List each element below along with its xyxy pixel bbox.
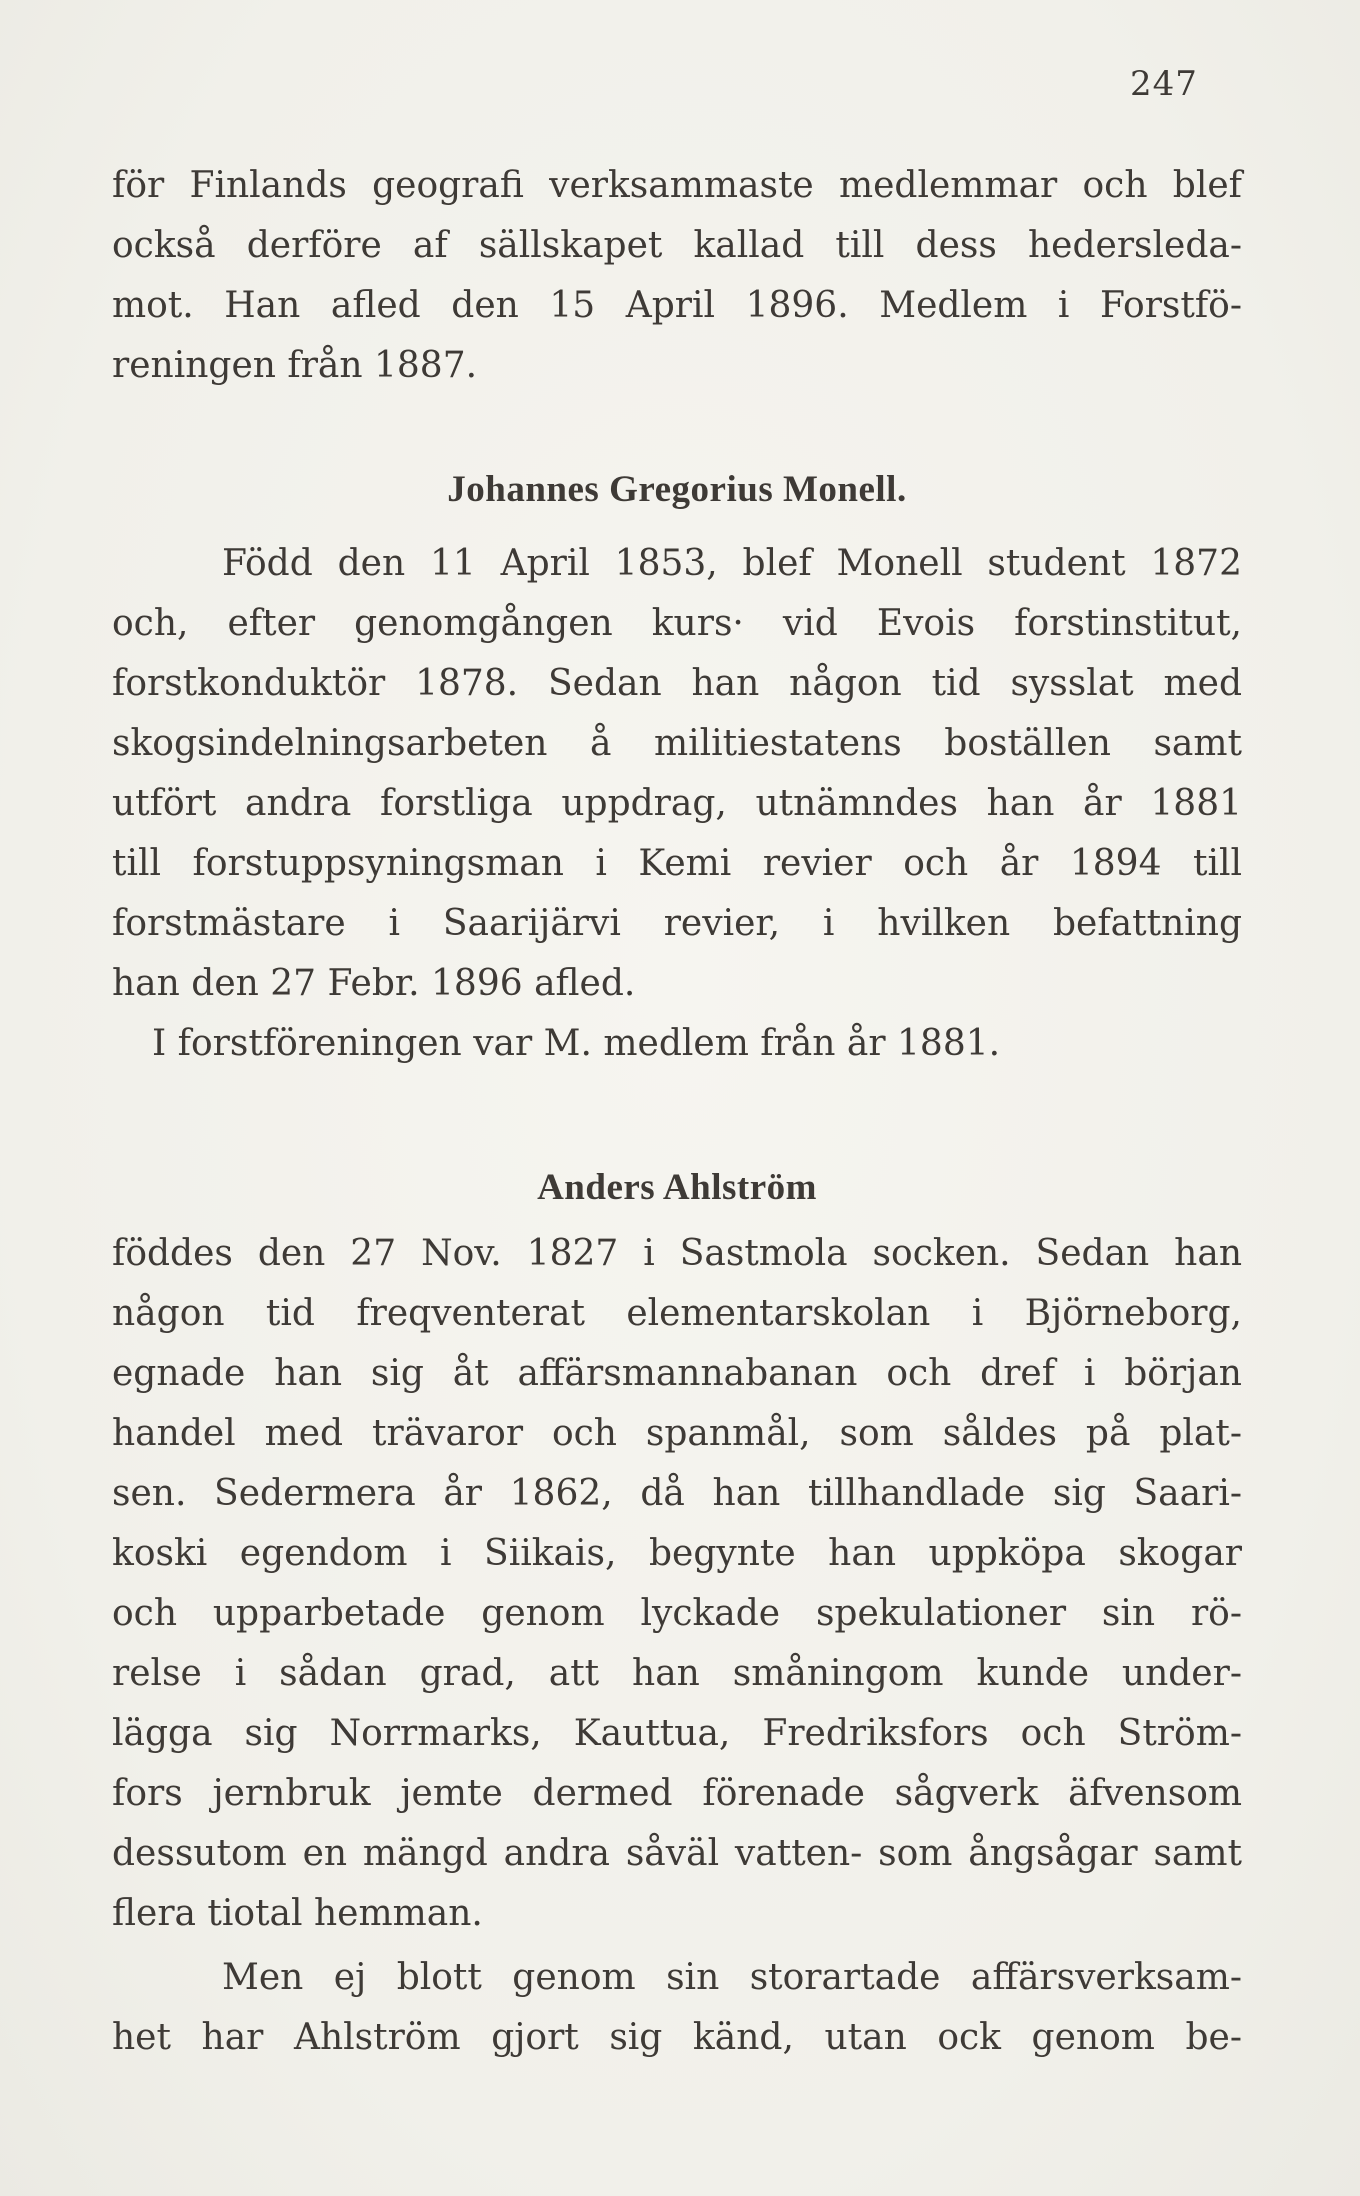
text-line: Men ej blott genom sin storartade affärsverksam- [222, 1957, 1242, 1998]
text-line: föddes den 27 Nov. 1827 i Sastmola socken. Sedan han [112, 1233, 1242, 1274]
text-line: dessutom en mängd andra såväl vatten- som ångsågar samt [112, 1833, 1242, 1874]
text-line: och upparbetade genom lyckade spekulationer sin rö- [112, 1593, 1242, 1634]
text-line: utfört andra forstliga uppdrag, utnämndes han år 1881 [112, 783, 1242, 824]
page-number: 247 [1130, 64, 1198, 104]
text-line: koski egendom i Siikais, begynte han uppköpa skogar [112, 1533, 1242, 1574]
text-line: för Finlands geografi verksammaste medlemmar och blef [112, 165, 1242, 206]
section-heading-monell: Johannes Gregorius Monell. [447, 469, 907, 510]
text-line: Född den 11 April 1853, blef Monell student 1872 [222, 543, 1242, 584]
text-line: egnade han sig åt affärsmannabanan och dref i början [112, 1353, 1242, 1394]
text-line: till forstuppsyningsman i Kemi revier och år 1894 till [112, 843, 1242, 884]
text-line: het har Ahlström gjort sig känd, utan ock genom be- [112, 2017, 1242, 2058]
text-line: sen. Sedermera år 1862, då han tillhandlade sig Saari- [112, 1473, 1242, 1514]
text-line: flera tiotal hemman. [112, 1893, 483, 1934]
text-line: I forstföreningen var M. medlem från år 1881. [152, 1023, 1001, 1064]
text-line: fors jernbruk jemte dermed förenade sågverk äfvensom [112, 1773, 1242, 1814]
text-line: handel med trävaror och spanmål, som såldes på plat- [112, 1413, 1242, 1454]
text-line: relse i sådan grad, att han småningom kunde under- [112, 1653, 1242, 1694]
text-line: någon tid freqventerat elementarskolan i Björneborg, [112, 1293, 1242, 1334]
text-line: forstkonduktör 1878. Sedan han någon tid sysslat med [112, 663, 1242, 704]
text-line: också derföre af sällskapet kallad till dess hedersleda- [112, 225, 1242, 266]
text-line: han den 27 Febr. 1896 afled. [112, 963, 636, 1004]
text-line: skogsindelningsarbeten å militiestatens boställen samt [112, 723, 1242, 764]
text-line: mot. Han afled den 15 April 1896. Medlem i Forstfö- [112, 285, 1242, 326]
text-line: och, efter genomgången kurs· vid Evois forstinstitut, [112, 603, 1242, 644]
text-line: lägga sig Norrmarks, Kauttua, Fredriksfors och Ström- [112, 1713, 1242, 1754]
text-line: forstmästare i Saarijärvi revier, i hvilken befattning [112, 903, 1242, 944]
text-line: reningen från 1887. [112, 345, 478, 386]
section-heading-ahlstrom: Anders Ahlström [537, 1167, 817, 1208]
